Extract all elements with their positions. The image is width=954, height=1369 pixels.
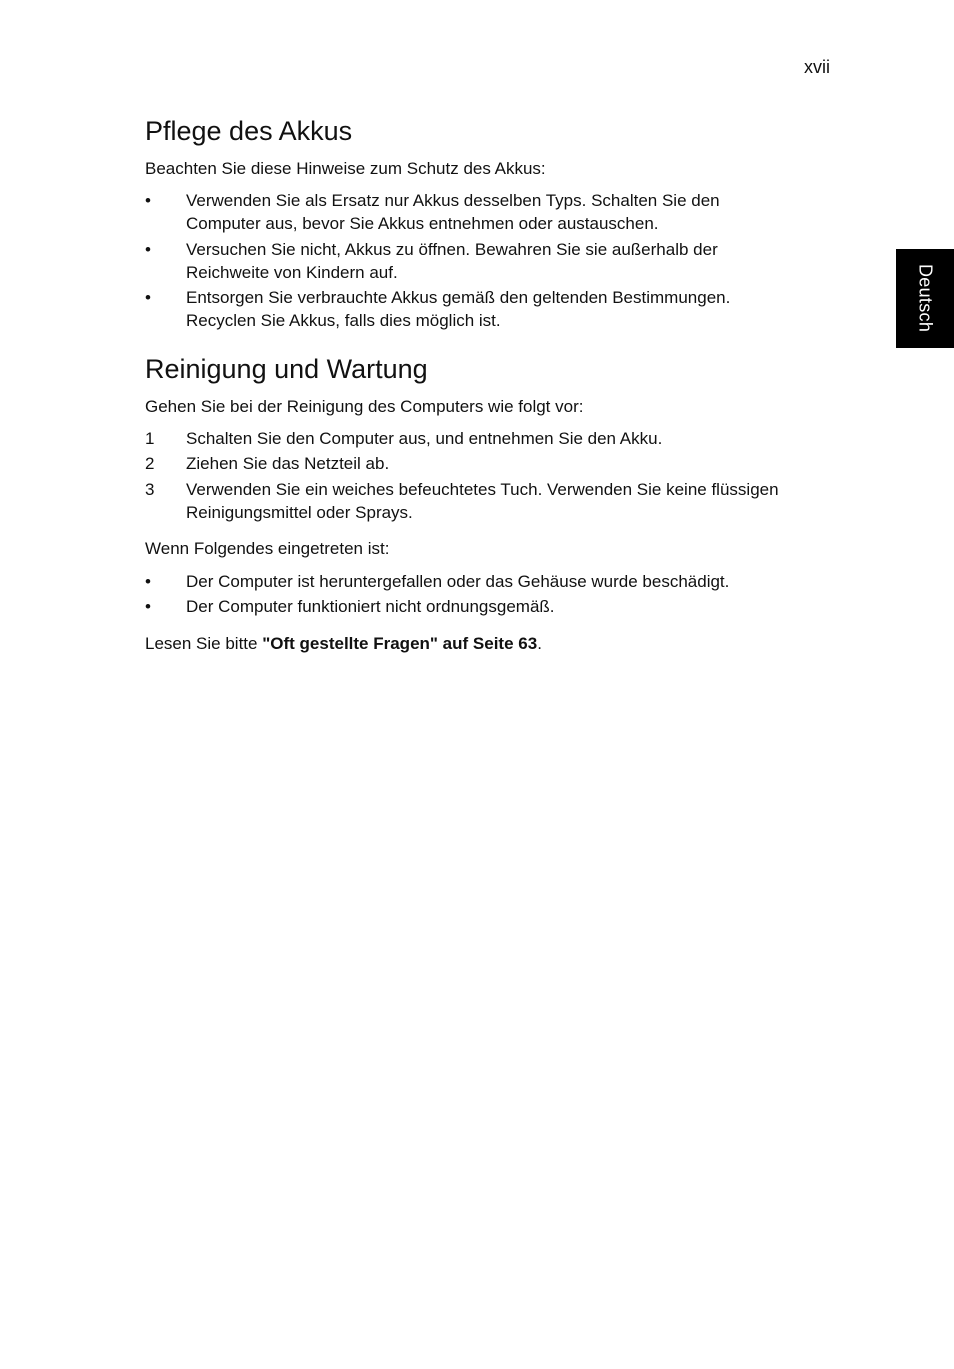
cleaning-intro: Gehen Sie bei der Reinigung des Computers wie folgt vor:	[145, 397, 584, 416]
bullet-marker: •	[145, 191, 151, 210]
list-item-line: Recyclen Sie Akkus, falls dies möglich ist.	[186, 311, 501, 330]
bullet-marker: •	[145, 597, 151, 616]
language-tab[interactable]	[896, 249, 954, 348]
section-title-battery-care: Pflege des Akkus	[145, 116, 353, 146]
bullet-marker: •	[145, 572, 151, 591]
list-item-line: Computer aus, bevor Sie Akkus entnehmen oder austauschen.	[186, 214, 659, 233]
list-item-line: Schalten Sie den Computer aus, und entnehmen Sie den Akku.	[186, 429, 663, 448]
list-item-line: Ziehen Sie das Netzteil ab.	[186, 454, 390, 473]
closing-prefix: Lesen Sie bitte	[145, 634, 263, 653]
step-number: 2	[145, 454, 155, 473]
list-item-line: Verwenden Sie ein weiches befeuchtetes Tuch. Verwenden Sie keine flüssigen	[186, 480, 779, 499]
closing-suffix: .	[537, 634, 542, 653]
page-number: xvii	[804, 57, 830, 77]
list-item-line: Reinigungsmittel oder Sprays.	[186, 503, 413, 522]
list-item-line: Entsorgen Sie verbrauchte Akkus gemäß den geltenden Bestimmungen.	[186, 288, 731, 307]
list-item-line: Der Computer funktioniert nicht ordnungsgemäß.	[186, 597, 555, 616]
faq-reference-link[interactable]: "Oft gestellte Fragen" auf Seite 63	[262, 634, 538, 653]
language-tab-label: Deutsch	[915, 264, 936, 333]
battery-intro: Beachten Sie diese Hinweise zum Schutz des Akkus:	[145, 159, 546, 178]
section-title-cleaning: Reinigung und Wartung	[145, 354, 428, 384]
condition-intro: Wenn Folgendes eingetreten ist:	[145, 539, 390, 558]
closing-paragraph	[145, 632, 542, 655]
list-item-line: Der Computer ist heruntergefallen oder das Gehäuse wurde beschädigt.	[186, 572, 730, 591]
step-number: 3	[145, 480, 155, 499]
list-item-line: Verwenden Sie als Ersatz nur Akkus desselben Typs. Schalten Sie den	[186, 191, 720, 210]
list-item-line: Versuchen Sie nicht, Akkus zu öffnen. Bewahren Sie sie außerhalb der	[186, 240, 718, 259]
bullet-marker: •	[145, 288, 151, 307]
bullet-marker: •	[145, 240, 151, 259]
list-item-line: Reichweite von Kindern auf.	[186, 263, 398, 282]
step-number: 1	[145, 429, 155, 448]
